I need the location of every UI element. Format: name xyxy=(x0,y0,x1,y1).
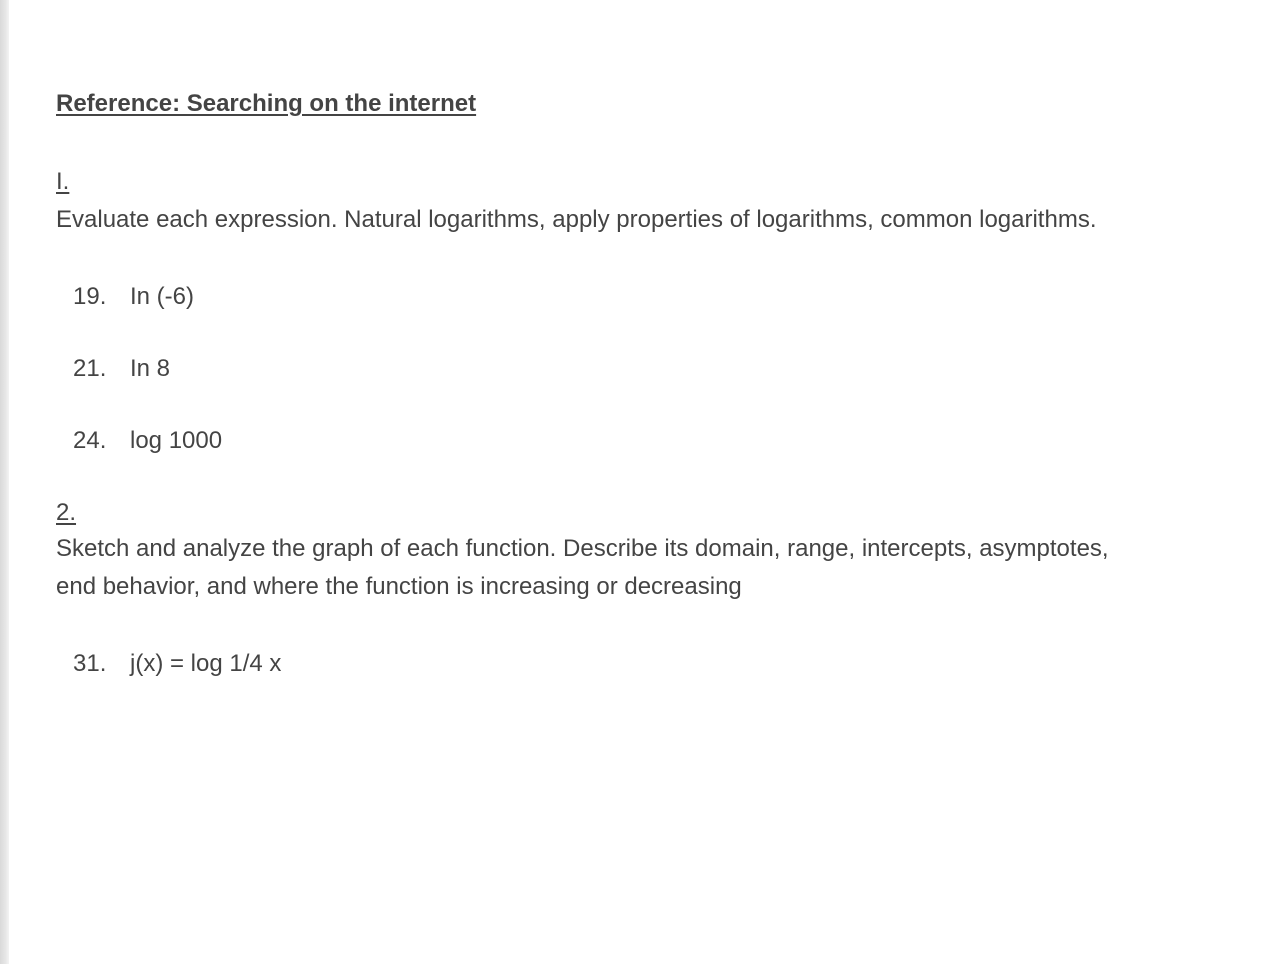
section-1-instruction: Evaluate each expression. Natural logarithms, apply properties of logarithms, common logarithms. xyxy=(56,206,1097,233)
list-item xyxy=(73,283,194,311)
item-text: In 8 xyxy=(130,355,171,382)
section-2-instruction-line-1: Sketch and analyze the graph of each function. Describe its domain, range, intercepts, asymptotes, xyxy=(56,535,1109,562)
list-item xyxy=(73,427,222,455)
item-text: j(x) = log 1/4 x xyxy=(130,650,282,677)
item-text: In (-6) xyxy=(130,283,195,310)
item-number: 21. xyxy=(73,355,107,382)
item-number: 19. xyxy=(73,283,107,310)
page-left-edge xyxy=(0,0,9,964)
document-title: Reference: Searching on the internet xyxy=(56,90,477,117)
section-1-number: I. xyxy=(56,168,70,195)
item-number: 31. xyxy=(73,650,107,677)
section-2-number: 2. xyxy=(56,499,77,526)
item-number: 24. xyxy=(73,427,107,454)
item-text: log 1000 xyxy=(130,427,223,454)
list-item xyxy=(73,650,281,678)
section-2-instruction-line-2: end behavior, and where the function is increasing or decreasing xyxy=(56,573,742,600)
list-item xyxy=(73,355,170,383)
